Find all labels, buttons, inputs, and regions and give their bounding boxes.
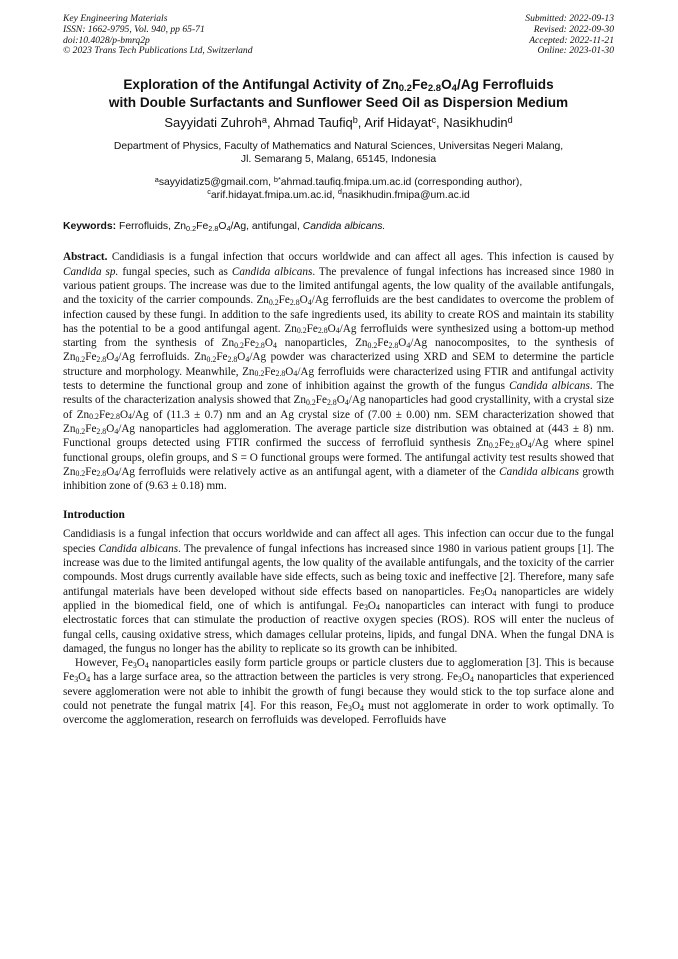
affiliation: Department of Physics, Faculty of Mathematics and Natural Sciences, Universitas Negeri Malang, Jl. Semarang 5, Malang, 65145, Indonesia bbox=[113, 141, 564, 166]
section-title-introduction: Introduction bbox=[63, 509, 125, 522]
journal-info bbox=[63, 14, 253, 57]
keywords: Keywords: Ferrofluids, $Zn_{0.2}Fe_{2.8}O_4/Ag$, antifungal, Candida albicans. bbox=[63, 221, 386, 233]
email-link[interactable]: sayyidatiz5@gmail.com, bbox=[158, 176, 272, 188]
date-revised: Revised: 2022-09-30 bbox=[533, 23, 614, 35]
author: Arif Hidayat bbox=[364, 115, 432, 131]
intro-paragraph-2: However, $Fe_3O_4$ nanoparticles easily form particle groups or particle clusters due to agglomeration [3]. This is because $Fe_3O_4$ has a large surface area, so the attraction between the particles is very strong. $Fe_3O_4$ nanoparticles that experienced severe agglomeration were not able to inhibit the growth of fungi because they would stick to the top surface alone and could not penetrate the fungal matrix [4]. For this reason, $Fe_3O_4$ must not agglomerate in order to work optimally. To overcome the agglomeration, research on ferrofluids was developed. Ferrofluids have bbox=[63, 657, 615, 727]
title-line-2: with Double Surfactants and Sunflower Seed Oil as Dispersion Medium bbox=[108, 94, 569, 110]
journal-doi: doi:10.4028/p-bmrq2p bbox=[63, 34, 150, 46]
author-list: Sayyidati Zuhroh$^a$, Ahmad Taufiq$^b$, Arif Hidayat$^c$, Nasikhudin$^d$ bbox=[164, 115, 513, 131]
abstract-label: Abstract. bbox=[63, 251, 108, 264]
keywords-label: Keywords: bbox=[63, 221, 117, 233]
author: Nasikhudin bbox=[443, 115, 508, 131]
date-accepted: Accepted: 2022-11-21 bbox=[529, 34, 614, 46]
publication-dates bbox=[525, 14, 614, 57]
journal-header bbox=[63, 14, 614, 57]
author: Sayyidati Zuhroh bbox=[164, 115, 262, 131]
paper-title bbox=[63, 76, 614, 111]
email-link[interactable]: nasikhudin.fmipa@um.ac.id bbox=[341, 189, 470, 201]
journal-copyright: © 2023 Trans Tech Publications Ltd, Switzerland bbox=[63, 45, 253, 57]
journal-name: Key Engineering Materials bbox=[63, 13, 168, 24]
author-emails: $^a$sayyidatiz5@gmail.com, $^{b*}$ahmad.taufiq.fmipa.um.ac.id (corresponding author), $^c$arif.hidayat.fmipa.um.ac.id, $^d$nasikhudin.fmipa@um.ac.id bbox=[154, 174, 523, 201]
title-line-1: Exploration of the Antifungal Activity of $Zn_{0.2}Fe_{2.8}O_4/Ag$ Ferrofluids bbox=[123, 77, 554, 95]
intro-paragraph-1: Candidiasis is a fungal infection that occurs worldwide and can affect all ages. This infection can occur due to the fungal species Candida albicans. The prevalence of fungal infections has increased since 1980 in various patient groups [1]. The increase was due to the limited antifungal agents, the low quality of the available antifungals, and the toxicity of the carrier compounds. Most drugs currently available have side effects, such as being toxic and ineffective [2]. Therefore, many safe antifungal materials have been developed without side effects based on nanoparticles. $Fe_3O_4$ nanoparticles are widely applied in the biomedical field, one of which is antifungal. $Fe_3O_4$ nanoparticles can interact with fungi to produce electrostatic forces that can stimulate the production of reactive oxygen species (ROS). ROS will enter the nucleus of fungal cells, causing oxidative stress, which damages cellular proteins, lipids, and fungal DNA. When the fungal DNA is damaged, the fungus no longer has the ability to replicate so its growth can be inhibited. bbox=[63, 528, 615, 655]
author: Ahmad Taufiq bbox=[273, 115, 353, 131]
abstract: Abstract. Candidiasis is a fungal infection that occurs worldwide and can affect all ages. This infection is caused by Candida sp. fungal species, such as Candida albicans. The prevalence of fungal infections has increased since 1980 in various patient groups. The increase was due to the limited antifungal agents, the low quality of the available antifungals, and the toxicity of the carrier compounds. $Zn_{0.2}Fe_{2.8}O_4/Ag$ ferrofluids are the best candidates to overcome the problem of infection caused by these fungi. In addition to the safe ingredients used, its ability to create ROS and maintain its stability has the potential to be a good antifungal agent. $Zn_{0.2}Fe_{2.8}O_4/Ag$ ferrofluids were synthesized using a bottom-up method starting from the synthesis of $Zn_{0.2}Fe_{2.8}O_4$ nanoparticles, $Zn_{0.2}Fe_{2.8}O_4/Ag$ nanocomposites, to the synthesis of $Zn_{0.2}Fe_{2.8}O_4/Ag$ ferrofluids. $Zn_{0.2}Fe_{2.8}O_4/Ag$ powder was characterized using XRD and SEM to determine the particle structure and morphology. Meanwhile, $Zn_{0.2}Fe_{2.8}O_4/Ag$ ferrofluids were characterized using FTIR and antifungal activity tests to determine the functional group and zone of inhibition against the growth of the fungus Candida albicans. The results of the characterization analysis showed that $Zn_{0.2}Fe_{2.8}O_4/Ag$ nanoparticles had good crystallinity, with a crystal size of $Zn_{0.2}Fe_{2.8}O_4/Ag$ of (11.3 ± 0.7) nm and an Ag crystal size of (7.00 ± 0.00) nm. SEM characterization showed that $Zn_{0.2}Fe_{2.8}O_4/Ag$ nanoparticles had agglomeration. The average particle size distribution was obtained at (443 ± 8) nm. Functional groups detected using FTIR confirmed the success of ferrofluid synthesis $Zn_{0.2}Fe_{2.8}O_4/Ag$ where spinel functional groups, olefin groups, and S = O functional groups were formed. The antifungal activity test results showed that $Zn_{0.2}Fe_{2.8}O_4/Ag$ ferrofluids were relatively active as an antifungal agent, with a diameter of the Candida albicans growth inhibition zone of (9.63 ± 0.18) mm. bbox=[63, 251, 615, 493]
journal-issn: ISSN: 1662-9795, Vol. 940, pp 65-71 bbox=[63, 23, 205, 35]
date-submitted: Submitted: 2022-09-13 bbox=[525, 13, 614, 24]
date-online: Online: 2023-01-30 bbox=[537, 45, 614, 57]
email-link[interactable]: ahmad.taufiq.fmipa.um.ac.id (corresponding author), bbox=[280, 176, 523, 188]
email-link[interactable]: arif.hidayat.fmipa.um.ac.id, bbox=[210, 189, 336, 201]
paper-page bbox=[63, 14, 614, 728]
